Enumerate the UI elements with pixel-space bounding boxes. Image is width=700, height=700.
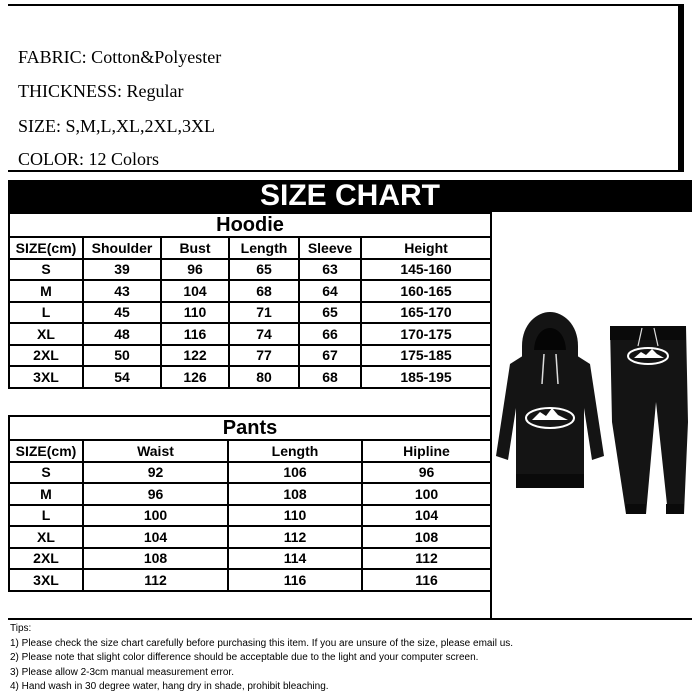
hoodie-cell: 185-195 <box>361 366 491 388</box>
pants-cell: 112 <box>228 526 362 548</box>
color-line: COLOR: 12 Colors <box>18 149 160 169</box>
pants-header-row <box>9 440 491 462</box>
tip-item: 4) Hand wash in 30 degree water, hang dry in shade, prohibit bleaching. <box>10 681 329 692</box>
pants-cell: 96 <box>83 483 228 505</box>
pants-column-header: Length <box>228 440 362 462</box>
size-line: SIZE: S,M,L,XL,2XL,3XL <box>18 116 215 136</box>
pants-row <box>9 548 491 570</box>
hoodie-cell: 160-165 <box>361 280 491 302</box>
pants-row <box>9 569 491 591</box>
hoodie-cell: 71 <box>229 302 299 324</box>
hoodie-column-header: SIZE(cm) <box>9 237 83 259</box>
hoodie-cell: M <box>9 280 83 302</box>
tips-heading: Tips: <box>10 623 32 634</box>
pants-section-row <box>9 416 491 440</box>
pants-cell: 2XL <box>9 548 83 570</box>
pants-cell: 110 <box>228 505 362 527</box>
hoodie-header-row <box>9 237 491 259</box>
hoodie-cell: 80 <box>229 366 299 388</box>
hoodie-row <box>9 323 491 345</box>
hoodie-row <box>9 280 491 302</box>
pants-cell: 116 <box>362 569 491 591</box>
tracksuit-image <box>492 212 692 618</box>
pants-cell: 112 <box>83 569 228 591</box>
hoodie-cell: 50 <box>83 345 161 367</box>
hoodie-cell: 122 <box>161 345 229 367</box>
pants-column-header: Hipline <box>362 440 491 462</box>
hoodie-cell: 65 <box>229 259 299 281</box>
fabric-line: FABRIC: Cotton&Polyester <box>18 47 222 67</box>
pants-cell: S <box>9 462 83 484</box>
hoodie-cell: 110 <box>161 302 229 324</box>
hoodie-column-header: Bust <box>161 237 229 259</box>
pants-cell: M <box>9 483 83 505</box>
hoodie-cell: 96 <box>161 259 229 281</box>
hoodie-cell: 54 <box>83 366 161 388</box>
pants-cell: 100 <box>83 505 228 527</box>
product-image-panel <box>490 212 692 618</box>
hoodie-cell: 175-185 <box>361 345 491 367</box>
hoodie-cell: L <box>9 302 83 324</box>
hoodie-cell: 65 <box>299 302 361 324</box>
pants-cell: XL <box>9 526 83 548</box>
pants-cell: 108 <box>362 526 491 548</box>
pants-cell: 106 <box>228 462 362 484</box>
hoodie-cell: 48 <box>83 323 161 345</box>
pants-column-header: Waist <box>83 440 228 462</box>
hoodie-cell: 2XL <box>9 345 83 367</box>
hoodie-cell: XL <box>9 323 83 345</box>
pants-cell: 100 <box>362 483 491 505</box>
pants-section-title: Pants <box>9 416 491 440</box>
hoodie-row <box>9 259 491 281</box>
tip-item: 1) Please check the size chart carefully before purchasing this item. If you are unsure of the size, please email us. <box>10 637 514 649</box>
hoodie-cell: 74 <box>229 323 299 345</box>
hoodie-column-header: Sleeve <box>299 237 361 259</box>
pants-cell: 108 <box>83 548 228 570</box>
hoodie-cell: 77 <box>229 345 299 367</box>
pants-row <box>9 526 491 548</box>
hoodie-cell: 68 <box>229 280 299 302</box>
pants-cell: 104 <box>362 505 491 527</box>
pants-cell: 96 <box>362 462 491 484</box>
pants-column-header: SIZE(cm) <box>9 440 83 462</box>
tips-section <box>8 618 692 700</box>
pants-cell: 92 <box>83 462 228 484</box>
hoodie-cell: 39 <box>83 259 161 281</box>
tip-item: 2) Please note that slight color difference should be acceptable due to the light and your computer screen. <box>10 652 479 663</box>
hoodie-section-title: Hoodie <box>9 213 491 237</box>
pants-icon <box>610 326 688 514</box>
pants-cell: 116 <box>228 569 362 591</box>
hoodie-cell: 64 <box>299 280 361 302</box>
hoodie-cell: 116 <box>161 323 229 345</box>
pants-cell: 114 <box>228 548 362 570</box>
hoodie-cell: 66 <box>299 323 361 345</box>
pants-row <box>9 505 491 527</box>
hoodie-cell: 145-160 <box>361 259 491 281</box>
hoodie-cell: S <box>9 259 83 281</box>
pants-cell: 104 <box>83 526 228 548</box>
pants-cell: 108 <box>228 483 362 505</box>
hoodie-cell: 126 <box>161 366 229 388</box>
hoodie-section-row <box>9 213 491 237</box>
hoodie-row <box>9 366 491 388</box>
product-info-box <box>8 4 684 172</box>
hoodie-cell: 68 <box>299 366 361 388</box>
hoodie-cell: 3XL <box>9 366 83 388</box>
hoodie-table <box>8 212 492 389</box>
pants-cell: L <box>9 505 83 527</box>
hoodie-row <box>9 302 491 324</box>
hoodie-column-header: Height <box>361 237 491 259</box>
hoodie-row <box>9 345 491 367</box>
pants-row <box>9 483 491 505</box>
pants-row <box>9 462 491 484</box>
pants-table <box>8 415 492 592</box>
size-chart-title: SIZE CHART <box>8 180 692 212</box>
hoodie-cell: 104 <box>161 280 229 302</box>
thickness-line: THICKNESS: Regular <box>18 81 184 101</box>
hoodie-icon <box>496 312 604 488</box>
hoodie-cell: 170-175 <box>361 323 491 345</box>
hoodie-column-header: Shoulder <box>83 237 161 259</box>
hoodie-cell: 67 <box>299 345 361 367</box>
hoodie-cell: 43 <box>83 280 161 302</box>
pants-cell: 112 <box>362 548 491 570</box>
pants-cell: 3XL <box>9 569 83 591</box>
hoodie-cell: 63 <box>299 259 361 281</box>
hoodie-column-header: Length <box>229 237 299 259</box>
hoodie-cell: 165-170 <box>361 302 491 324</box>
hoodie-cell: 45 <box>83 302 161 324</box>
tip-item: 3) Please allow 2-3cm manual measurement error. <box>10 666 234 678</box>
